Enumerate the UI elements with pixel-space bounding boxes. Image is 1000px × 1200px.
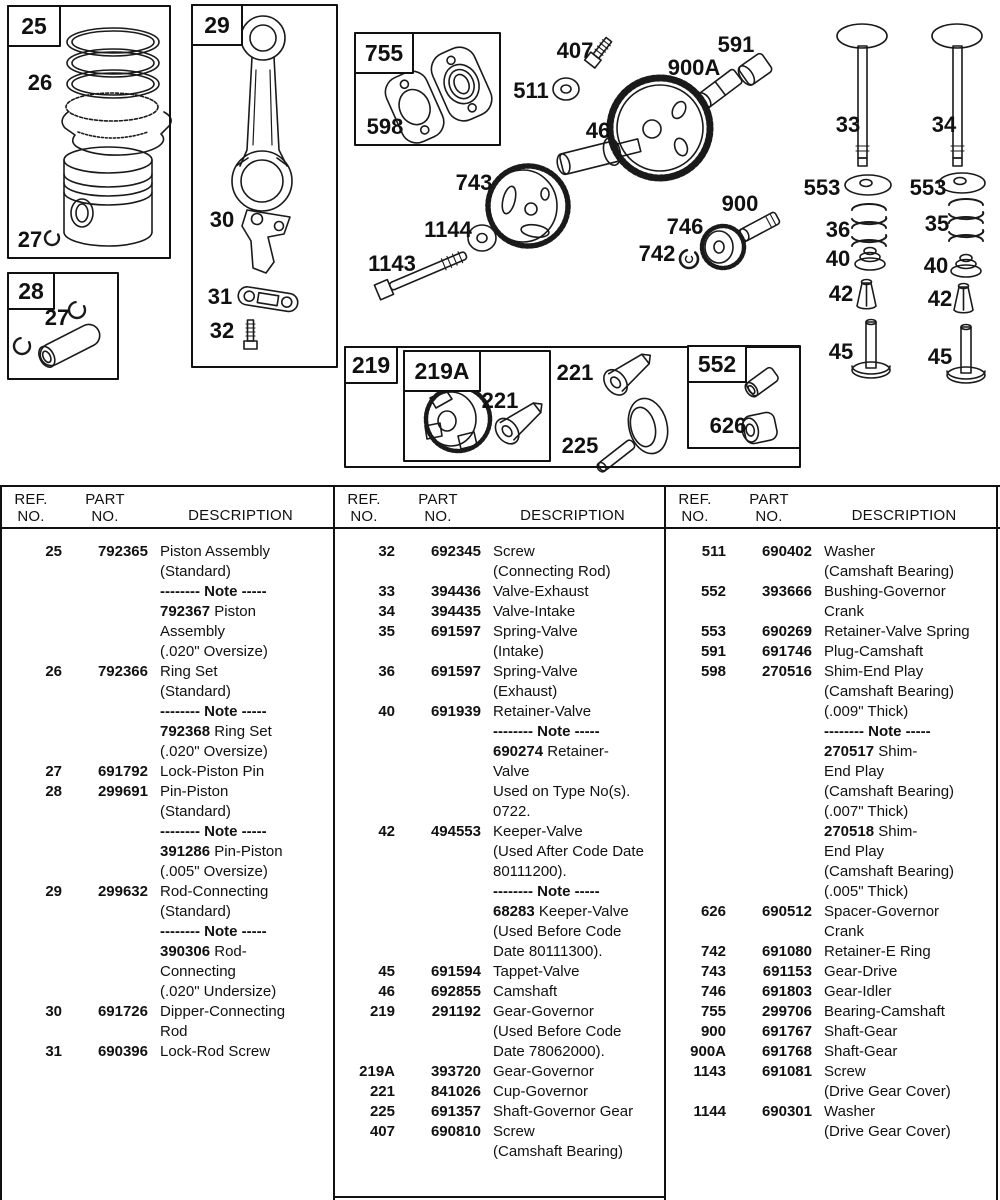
table-row: [333, 962, 664, 982]
part-no: 394436: [430, 583, 481, 600]
description: Dipper-Connecting Rod: [160, 1003, 286, 1040]
part-no: 690396: [97, 1043, 148, 1060]
description: Bushing-Governor Crank: [824, 583, 946, 620]
part-no: 494553: [430, 823, 481, 840]
ref-no: 34: [378, 603, 395, 620]
callout-label: 35: [924, 211, 950, 236]
callout-label: 42: [828, 281, 854, 306]
ref-no: 1144: [693, 1103, 726, 1120]
table-row: [664, 1062, 996, 1102]
table-row: [664, 1022, 996, 1042]
valve-keeper-drawing: [857, 280, 973, 313]
description: Retainer-E Ring: [824, 943, 931, 960]
table-row: [664, 662, 996, 902]
part-no: 691768: [761, 1043, 812, 1060]
table-row: [333, 1002, 664, 1062]
ring-set-drawing: [62, 28, 171, 155]
ref-no: 1143: [693, 1063, 726, 1080]
description: Shaft-Gear: [824, 1043, 898, 1060]
e-ring-drawing: [680, 250, 698, 268]
part-group-box-label: 755: [364, 40, 404, 66]
table-row: [664, 1002, 996, 1022]
description: Plug-Camshaft: [824, 643, 924, 660]
drive-gear-drawing: [488, 166, 568, 246]
part-no: 299632: [97, 883, 148, 900]
ref-no: 591: [700, 643, 726, 660]
description: Screw (Drive Gear Cover): [824, 1063, 951, 1100]
ref-no: 219: [369, 1003, 395, 1020]
column-header: DESCRIPTION: [188, 507, 293, 524]
column-header: REF. NO.: [14, 491, 48, 525]
part-no: 691792: [97, 763, 148, 780]
description: Spring-Valve (Intake): [493, 623, 578, 660]
part-group-box-label: 29: [204, 12, 230, 38]
callout-label: 1144: [424, 217, 472, 242]
part-no: 692855: [430, 983, 481, 1000]
table-row: [664, 902, 996, 942]
column-header: PART NO.: [749, 491, 789, 525]
table-body: [0, 529, 333, 1062]
table-row: [0, 662, 333, 762]
idler-gear-drawing: [702, 226, 744, 268]
table-row: [0, 762, 333, 782]
part-no: 691080: [761, 943, 812, 960]
table-row: [664, 942, 996, 962]
table-row: [333, 1082, 664, 1102]
governor-crank-bushing-drawing: [743, 366, 780, 399]
part-no: 691153: [762, 963, 812, 980]
ref-no: 36: [378, 663, 395, 680]
callout-label: 45: [828, 339, 854, 364]
ref-no: 40: [378, 703, 395, 720]
ref-no: 32: [378, 543, 395, 560]
table-row: [664, 642, 996, 662]
description: Bearing-Camshaft: [824, 1003, 945, 1020]
ref-no: 511: [701, 543, 726, 560]
part-no: 291192: [431, 1003, 481, 1020]
description: Retainer-Valve Spring: [824, 623, 970, 640]
ref-no: 552: [700, 583, 726, 600]
part-no: 691803: [761, 983, 812, 1000]
ref-no: 35: [378, 623, 395, 640]
description: Piston Assembly (Standard) -------- Note ----- 792367 Piston Assembly (.020" Oversize): [160, 543, 271, 660]
description: Gear-Governor: [493, 1063, 594, 1080]
table-body: [664, 529, 996, 1142]
description: Gear-Idler: [824, 983, 892, 1000]
piston-drawing: [45, 147, 152, 246]
ref-no: 26: [45, 663, 62, 680]
part-group-box-label: 552: [697, 351, 737, 377]
part-no: 691597: [430, 663, 481, 680]
valve-tappet-drawing: [852, 320, 985, 384]
table-row: [664, 1102, 996, 1142]
part-no: 690269: [761, 623, 812, 640]
ref-no: 45: [378, 963, 395, 980]
part-no: 792366: [97, 663, 148, 680]
table-row: [333, 662, 664, 702]
ref-no: 743: [700, 963, 726, 980]
ref-no: 221: [369, 1083, 395, 1100]
ref-no: 900A: [690, 1043, 726, 1060]
table-row: [664, 1042, 996, 1062]
callout-label: 34: [931, 112, 957, 137]
table-row: [333, 702, 664, 822]
description: Lock-Rod Screw: [160, 1043, 271, 1060]
table-column-2: [333, 485, 664, 1200]
table-row: [0, 782, 333, 882]
table-row: [333, 582, 664, 602]
governor-gear-drawing: [425, 387, 490, 451]
table-row: [664, 622, 996, 642]
callout-label: 407: [556, 38, 594, 63]
column-header: REF. NO.: [347, 491, 381, 525]
column-header: DESCRIPTION: [520, 507, 625, 524]
ref-no: 28: [45, 783, 62, 800]
description: Rod-Connecting (Standard) -------- Note ----- 390306 Rod- Connecting (.020" Undersize): [160, 883, 277, 1000]
table-row: [333, 1062, 664, 1082]
exhaust-valve-drawing: [837, 24, 887, 166]
part-group-box-label: 219A: [414, 358, 470, 384]
callout-label: 221: [481, 388, 519, 413]
table-row: [664, 582, 996, 622]
camshaft-washer-drawing: [553, 78, 579, 100]
ref-no: 407: [369, 1123, 395, 1140]
part-no: 691357: [430, 1103, 481, 1120]
table-row: [664, 542, 996, 582]
callout-label: 221: [556, 360, 594, 385]
column-header: PART NO.: [418, 491, 458, 525]
table-row: [333, 622, 664, 662]
description: Valve-Exhaust: [493, 583, 589, 600]
description: Lock-Piston Pin: [160, 763, 265, 780]
ref-no: 742: [700, 943, 726, 960]
callout-label: 42: [927, 286, 953, 311]
callout-label: 598: [366, 114, 404, 139]
table-column-1: [0, 485, 333, 1200]
callout-label: 33: [835, 112, 861, 137]
description: Spacer-Governor Crank: [824, 903, 940, 940]
valve-retainer-drawing: [855, 248, 981, 278]
part-no: 690810: [430, 1123, 481, 1140]
callout-label: 746: [666, 214, 704, 239]
table-column-3: [664, 485, 996, 1200]
description: Shaft-Governor Gear: [493, 1103, 634, 1120]
description: Spring-Valve (Exhaust): [493, 663, 578, 700]
part-no: 690402: [761, 543, 812, 560]
parts-table: [0, 485, 1000, 1200]
column-header: REF. NO.: [678, 491, 712, 525]
column-header: PART NO.: [85, 491, 125, 525]
ref-no: 225: [369, 1103, 395, 1120]
table-row: [0, 882, 333, 1002]
ref-no: 553: [700, 623, 726, 640]
callout-label: 591: [717, 32, 755, 57]
part-no: 841026: [430, 1083, 481, 1100]
ref-no: 598: [700, 663, 726, 680]
part-no: 394435: [430, 603, 481, 620]
callout-label: 40: [923, 253, 949, 278]
callout-label: 31: [207, 284, 233, 309]
part-no: 691767: [761, 1023, 812, 1040]
callout-label: 36: [825, 217, 851, 242]
table-row: [333, 1122, 664, 1162]
table-header-row: [664, 485, 996, 529]
description: Pin-Piston (Standard) -------- Note ----- 391286 Pin-Piston (.005" Oversize): [160, 783, 283, 880]
connecting-rod-drawing: [232, 16, 299, 349]
callout-label: 45: [927, 344, 953, 369]
ref-no: 746: [700, 983, 726, 1000]
callout-label: 27: [17, 227, 43, 252]
callout-label: 511: [513, 78, 549, 103]
part-no: 691597: [430, 623, 481, 640]
part-no: 270516: [761, 663, 812, 680]
parts-diagram: [0, 0, 1000, 483]
part-no: 691746: [761, 643, 812, 660]
ref-no: 27: [45, 763, 62, 780]
ref-no: 755: [700, 1003, 726, 1020]
part-no: 299706: [761, 1003, 812, 1020]
part-no: 692345: [430, 543, 481, 560]
ref-no: 25: [45, 543, 62, 560]
part-group-box-label: 219: [351, 352, 391, 378]
table-row: [333, 822, 664, 962]
valve-spring-drawing: [852, 199, 983, 246]
ref-no: 46: [378, 983, 395, 1000]
description: Keeper-Valve (Used After Code Date 80111200). -------- Note ----- 68283 Keeper-Valve (Used Before Code Date 80111300).: [493, 823, 644, 960]
ref-no: 30: [45, 1003, 62, 1020]
description: Cup-Governor: [493, 1083, 589, 1100]
part-no: 691726: [97, 1003, 148, 1020]
description: Washer (Drive Gear Cover): [824, 1103, 951, 1140]
callout-label: 743: [455, 170, 493, 195]
callout-label: 27: [44, 305, 70, 330]
callout-label: 900A: [667, 55, 721, 80]
table-row: [333, 982, 664, 1002]
part-no: 691939: [430, 703, 481, 720]
table-row: [0, 1042, 333, 1062]
callout-label: 40: [825, 246, 851, 271]
description: Washer (Camshaft Bearing): [824, 543, 955, 580]
part-group-box-label: 28: [18, 278, 44, 304]
callout-label: 26: [27, 70, 53, 95]
ref-no: 42: [378, 823, 395, 840]
callout-label: 30: [209, 207, 235, 232]
callout-label: 32: [209, 318, 235, 343]
description: Retainer-Valve -------- Note ----- 690274 Retainer- Valve Used on Type No(s). 0722.: [493, 703, 631, 820]
part-no: 691594: [430, 963, 481, 980]
part-group-box-label: 25: [21, 13, 47, 39]
part-no: 393666: [761, 583, 812, 600]
description: Camshaft: [493, 983, 558, 1000]
description: Screw (Camshaft Bearing): [493, 1123, 624, 1160]
part-no: 690301: [761, 1103, 812, 1120]
description: Screw (Connecting Rod): [493, 543, 611, 580]
ref-no: 29: [45, 883, 62, 900]
part-no: 690512: [761, 903, 812, 920]
table-body: [333, 529, 664, 1162]
table-row: [333, 602, 664, 622]
part-no: 691081: [761, 1063, 812, 1080]
ref-no: 31: [45, 1043, 62, 1060]
callout-label: 1143: [368, 251, 416, 276]
callout-label: 553: [803, 175, 841, 200]
drive-gear-washer-drawing: [468, 225, 496, 251]
description: Ring Set (Standard) -------- Note ----- 792368 Ring Set (.020" Oversize): [160, 663, 272, 760]
description: Gear-Governor (Used Before Code Date 78062000).: [493, 1003, 622, 1060]
callout-label: 626: [709, 413, 747, 438]
ref-no: 900: [700, 1023, 726, 1040]
ref-no: 626: [700, 903, 726, 920]
table-row: [333, 542, 664, 582]
part-no: 393720: [430, 1063, 481, 1080]
description: Gear-Drive: [824, 963, 898, 980]
table-row: [664, 982, 996, 1002]
callout-label: 900: [721, 191, 759, 216]
intake-valve-drawing: [932, 24, 982, 166]
callout-label: 742: [638, 241, 676, 266]
table-row: [0, 1002, 333, 1042]
callout-label: 46: [585, 118, 611, 143]
part-no: 792365: [97, 543, 148, 560]
callout-label: 225: [561, 433, 599, 458]
table-row: [0, 542, 333, 662]
description: Shim-End Play (Camshaft Bearing) (.009" Thick) -------- Note ----- 270517 Shim- End Play (Camshaft Bearing) (.007" Thick) 270518 Shim- End Play (Camshaft Bearing) (.005" Thick): [824, 663, 955, 900]
column-header: DESCRIPTION: [851, 507, 957, 524]
table-row: [333, 1102, 664, 1122]
description: Valve-Intake: [493, 603, 576, 620]
description: Shaft-Gear: [824, 1023, 898, 1040]
callout-label: 553: [909, 175, 947, 200]
ref-no: 33: [378, 583, 395, 600]
description: Tappet-Valve: [493, 963, 580, 980]
governor-shaft-drawing: [595, 394, 673, 473]
table-row: [664, 962, 996, 982]
table-border-right: [996, 485, 998, 1200]
table-header-row: [0, 485, 333, 529]
part-no: 299691: [97, 783, 148, 800]
table-header-row: [333, 485, 664, 529]
ref-no: 219A: [359, 1063, 395, 1080]
